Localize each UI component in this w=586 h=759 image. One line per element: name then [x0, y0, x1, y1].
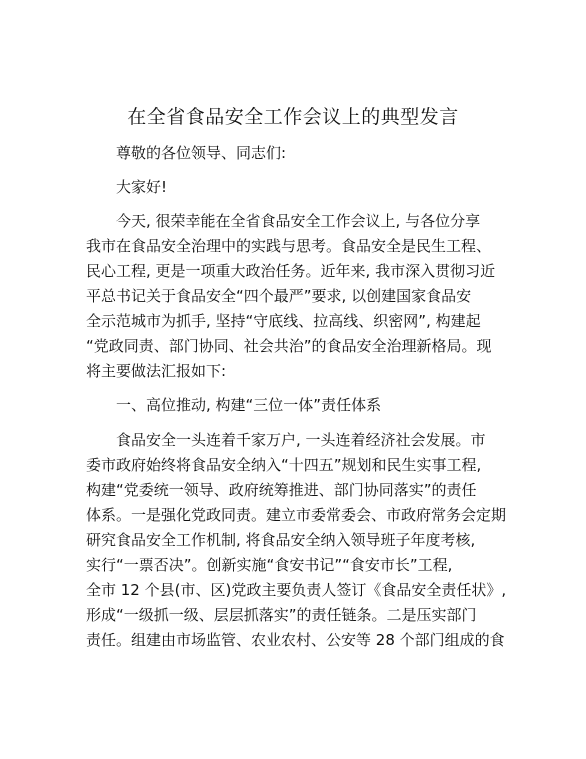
paragraph-line: 平总书记关于食品安全“四个最严”要求, 以创建国家食品安	[86, 287, 472, 305]
section-heading: 一、高位推动, 构建“三位一体”责任体系	[116, 396, 382, 414]
paragraph-line: 构建“党委统一领导、政府统筹推进、部门协同落实”的责任	[86, 481, 477, 499]
paragraph-line: “党政同责、部门协同、社会共治”的食品安全治理新格局。现	[86, 337, 492, 355]
paragraph-line: 今天, 很荣幸能在全省食品安全工作会议上, 与各位分享	[116, 212, 481, 230]
paragraph-line: 民心工程, 更是一项重大政治任务。近年来, 我市深入贯彻习近	[86, 262, 496, 280]
paragraph-line: 研究食品安全工作机制, 将食品安全纳入领导班子年度考核,	[86, 531, 476, 549]
paragraph-line: 将主要做法汇报如下:	[86, 362, 227, 380]
paragraph-line: 我市在食品安全治理中的实践与思考。食品安全是民生工程、	[86, 237, 492, 255]
document-title: 在全省食品安全工作会议上的典型发言	[127, 106, 459, 128]
paragraph-line: 形成“一级抓一级、层层抓落实”的责任链条。二是压实部门	[86, 606, 477, 624]
paragraph-line: 全市 12 个县(市、区)党政主要负责人签订《食品安全责任状》,	[86, 581, 507, 599]
greeting: 大家好!	[116, 178, 168, 196]
paragraph-line: 委市政府始终将食品安全纳入“十四五”规划和民生实事工程,	[86, 456, 482, 474]
paragraph-line: 食品安全一头连着千家万户, 一头连着经济社会发展。市	[116, 431, 486, 449]
paragraph-line: 实行“一票否决”。创新实施“食安书记”“食安市长”工程,	[86, 556, 453, 574]
paragraph-line: 责任。组建由市场监管、农业农村、公安等 28 个部门组成的食	[86, 631, 505, 649]
salutation: 尊敬的各位领导、同志们:	[116, 144, 287, 162]
paragraph-line: 体系。一是强化党政同责。建立市委常委会、市政府常务会定期	[86, 506, 507, 524]
paragraph-line: 全示范城市为抓手, 坚持“守底线、拉高线、织密网”, 构建起	[86, 312, 481, 330]
